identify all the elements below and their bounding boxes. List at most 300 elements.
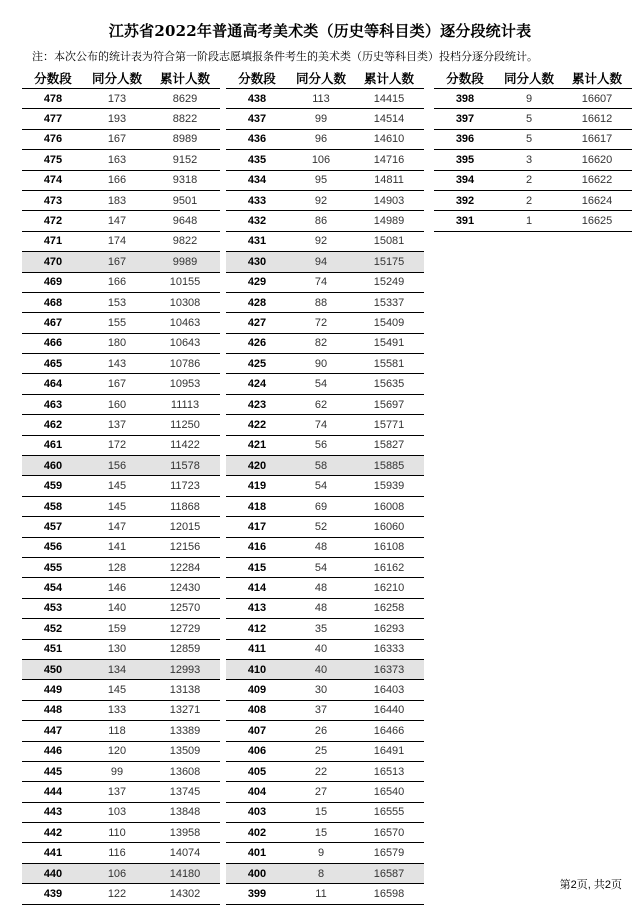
table-row [22, 394, 220, 414]
same-count-cell: 106 [84, 863, 150, 883]
table-row [22, 823, 220, 843]
same-count-cell: 90 [288, 354, 354, 374]
score-cell: 394 [434, 170, 496, 190]
same-count-cell: 1 [496, 211, 562, 231]
score-cell: 446 [22, 741, 84, 761]
table-row [226, 89, 424, 109]
score-cell: 403 [226, 802, 288, 822]
table-row [226, 578, 424, 598]
same-count-cell: 172 [84, 435, 150, 455]
table-row [22, 292, 220, 312]
cumulative-cell: 12570 [150, 598, 220, 618]
cumulative-cell: 15771 [354, 415, 424, 435]
same-count-cell: 54 [288, 557, 354, 577]
same-count-cell: 145 [84, 680, 150, 700]
table-row [226, 231, 424, 251]
table-row [226, 721, 424, 741]
table-row [22, 639, 220, 659]
cumulative-cell: 16060 [354, 517, 424, 537]
table-row [226, 476, 424, 496]
header-cumulative: 累计人数 [354, 68, 424, 89]
same-count-cell: 153 [84, 292, 150, 312]
same-count-cell: 120 [84, 741, 150, 761]
table-row [22, 782, 220, 802]
same-count-cell: 11 [288, 884, 354, 904]
cumulative-cell: 16579 [354, 843, 424, 863]
table-row [22, 231, 220, 251]
table-row [22, 537, 220, 557]
cumulative-cell: 13271 [150, 700, 220, 720]
score-table-column-3 [434, 68, 632, 232]
same-count-cell: 145 [84, 496, 150, 516]
cumulative-cell: 13389 [150, 721, 220, 741]
table-row [226, 537, 424, 557]
same-count-cell: 95 [288, 170, 354, 190]
table-row [434, 129, 632, 149]
cumulative-cell: 16008 [354, 496, 424, 516]
score-cell: 427 [226, 313, 288, 333]
score-cell: 421 [226, 435, 288, 455]
score-cell: 475 [22, 150, 84, 170]
score-cell: 439 [22, 884, 84, 904]
score-cell: 435 [226, 150, 288, 170]
score-cell: 405 [226, 761, 288, 781]
score-cell: 424 [226, 374, 288, 394]
cumulative-cell: 14074 [150, 843, 220, 863]
same-count-cell: 147 [84, 517, 150, 537]
table-row [226, 659, 424, 679]
page-title: 江苏省2022年普通高考美术类（历史等科目类）逐分段统计表 [108, 22, 532, 40]
cumulative-cell: 9318 [150, 170, 220, 190]
score-cell: 459 [22, 476, 84, 496]
cumulative-cell: 11422 [150, 435, 220, 455]
cumulative-cell: 16598 [354, 884, 424, 904]
cumulative-cell: 9822 [150, 231, 220, 251]
table-row [22, 619, 220, 639]
score-cell: 477 [22, 109, 84, 129]
score-cell: 467 [22, 313, 84, 333]
table-row [22, 843, 220, 863]
score-cell: 466 [22, 333, 84, 353]
cumulative-cell: 10953 [150, 374, 220, 394]
same-count-cell: 183 [84, 190, 150, 210]
same-count-cell: 140 [84, 598, 150, 618]
cumulative-cell: 9152 [150, 150, 220, 170]
table-row [226, 333, 424, 353]
table-row [226, 190, 424, 210]
score-cell: 444 [22, 782, 84, 802]
same-count-cell: 160 [84, 394, 150, 414]
same-count-cell: 92 [288, 190, 354, 210]
same-count-cell: 48 [288, 578, 354, 598]
same-count-cell: 173 [84, 89, 150, 109]
same-count-cell: 130 [84, 639, 150, 659]
same-count-cell: 166 [84, 170, 150, 190]
same-count-cell: 159 [84, 619, 150, 639]
score-cell: 437 [226, 109, 288, 129]
cumulative-cell: 13608 [150, 761, 220, 781]
same-count-cell: 40 [288, 639, 354, 659]
cumulative-cell: 12729 [150, 619, 220, 639]
same-count-cell: 133 [84, 700, 150, 720]
score-cell: 425 [226, 354, 288, 374]
score-cell: 428 [226, 292, 288, 312]
score-cell: 429 [226, 272, 288, 292]
table-header-row [434, 68, 632, 89]
score-cell: 412 [226, 619, 288, 639]
same-count-cell: 106 [288, 150, 354, 170]
same-count-cell: 26 [288, 721, 354, 741]
same-count-cell: 141 [84, 537, 150, 557]
header-score: 分数段 [434, 68, 496, 89]
score-cell: 436 [226, 129, 288, 149]
same-count-cell: 166 [84, 272, 150, 292]
same-count-cell: 15 [288, 802, 354, 822]
table-row [226, 354, 424, 374]
same-count-cell: 137 [84, 415, 150, 435]
same-count-cell: 9 [288, 843, 354, 863]
score-cell: 434 [226, 170, 288, 190]
header-same-count: 同分人数 [288, 68, 354, 89]
cumulative-cell: 16612 [562, 109, 632, 129]
same-count-cell: 134 [84, 659, 150, 679]
table-row [226, 292, 424, 312]
score-cell: 419 [226, 476, 288, 496]
table-row [22, 496, 220, 516]
header-same-count: 同分人数 [84, 68, 150, 89]
score-cell: 473 [22, 190, 84, 210]
table-row [226, 782, 424, 802]
cumulative-cell: 16555 [354, 802, 424, 822]
table-row [434, 150, 632, 170]
cumulative-cell: 16466 [354, 721, 424, 741]
score-cell: 391 [434, 211, 496, 231]
cumulative-cell: 9648 [150, 211, 220, 231]
table-row [22, 761, 220, 781]
cumulative-cell: 15635 [354, 374, 424, 394]
score-cell: 395 [434, 150, 496, 170]
table-row [226, 129, 424, 149]
table-row [226, 741, 424, 761]
score-cell: 414 [226, 578, 288, 598]
cumulative-cell: 16210 [354, 578, 424, 598]
cumulative-cell: 10155 [150, 272, 220, 292]
score-cell: 464 [22, 374, 84, 394]
table-row [226, 272, 424, 292]
cumulative-cell: 12993 [150, 659, 220, 679]
cumulative-cell: 16622 [562, 170, 632, 190]
table-row [22, 272, 220, 292]
score-cell: 442 [22, 823, 84, 843]
cumulative-cell: 15491 [354, 333, 424, 353]
cumulative-cell: 15081 [354, 231, 424, 251]
cumulative-cell: 15939 [354, 476, 424, 496]
same-count-cell: 180 [84, 333, 150, 353]
table-row [22, 476, 220, 496]
same-count-cell: 22 [288, 761, 354, 781]
cumulative-cell: 14302 [150, 884, 220, 904]
cumulative-cell: 14989 [354, 211, 424, 231]
table-row [226, 313, 424, 333]
table-row [22, 109, 220, 129]
same-count-cell: 103 [84, 802, 150, 822]
cumulative-cell: 16162 [354, 557, 424, 577]
table-row [22, 863, 220, 883]
table-row [226, 802, 424, 822]
cumulative-cell: 13138 [150, 680, 220, 700]
table-row [226, 109, 424, 129]
score-cell: 413 [226, 598, 288, 618]
table-row [22, 354, 220, 374]
same-count-cell: 122 [84, 884, 150, 904]
same-count-cell: 54 [288, 476, 354, 496]
score-cell: 433 [226, 190, 288, 210]
table-row [22, 456, 220, 476]
score-cell: 452 [22, 619, 84, 639]
score-cell: 448 [22, 700, 84, 720]
score-cell: 426 [226, 333, 288, 353]
same-count-cell: 48 [288, 598, 354, 618]
same-count-cell: 27 [288, 782, 354, 802]
same-count-cell: 3 [496, 150, 562, 170]
score-cell: 431 [226, 231, 288, 251]
same-count-cell: 5 [496, 129, 562, 149]
table-row [226, 517, 424, 537]
table-row [434, 190, 632, 210]
cumulative-cell: 14716 [354, 150, 424, 170]
same-count-cell: 56 [288, 435, 354, 455]
table-row [434, 211, 632, 231]
same-count-cell: 96 [288, 129, 354, 149]
score-table-column-2 [226, 68, 424, 905]
same-count-cell: 156 [84, 456, 150, 476]
cumulative-cell: 11113 [150, 394, 220, 414]
cumulative-cell: 14811 [354, 170, 424, 190]
table-row [226, 884, 424, 904]
score-cell: 474 [22, 170, 84, 190]
table-row [226, 415, 424, 435]
score-cell: 456 [22, 537, 84, 557]
cumulative-cell: 16513 [354, 761, 424, 781]
score-cell: 468 [22, 292, 84, 312]
score-cell: 438 [226, 89, 288, 109]
header-score: 分数段 [22, 68, 84, 89]
same-count-cell: 99 [84, 761, 150, 781]
same-count-cell: 92 [288, 231, 354, 251]
cumulative-cell: 11578 [150, 456, 220, 476]
table-row [22, 150, 220, 170]
same-count-cell: 163 [84, 150, 150, 170]
same-count-cell: 15 [288, 823, 354, 843]
same-count-cell: 145 [84, 476, 150, 496]
cumulative-cell: 14514 [354, 109, 424, 129]
table-row [226, 211, 424, 231]
same-count-cell: 118 [84, 721, 150, 741]
score-cell: 392 [434, 190, 496, 210]
cumulative-cell: 10786 [150, 354, 220, 374]
score-cell: 457 [22, 517, 84, 537]
cumulative-cell: 10308 [150, 292, 220, 312]
table-row [22, 129, 220, 149]
same-count-cell: 167 [84, 252, 150, 272]
cumulative-cell: 16491 [354, 741, 424, 761]
table-row [226, 843, 424, 863]
table-row [226, 823, 424, 843]
score-cell: 402 [226, 823, 288, 843]
score-cell: 461 [22, 435, 84, 455]
table-row [22, 435, 220, 455]
table-row [22, 415, 220, 435]
table-row [434, 170, 632, 190]
same-count-cell: 2 [496, 170, 562, 190]
score-cell: 471 [22, 231, 84, 251]
cumulative-cell: 16620 [562, 150, 632, 170]
table-row [22, 700, 220, 720]
score-cell: 478 [22, 89, 84, 109]
same-count-cell: 94 [288, 252, 354, 272]
table-row [226, 435, 424, 455]
same-count-cell: 167 [84, 129, 150, 149]
score-cell: 397 [434, 109, 496, 129]
table-row [22, 190, 220, 210]
table-row [226, 598, 424, 618]
same-count-cell: 116 [84, 843, 150, 863]
score-cell: 408 [226, 700, 288, 720]
cumulative-cell: 12156 [150, 537, 220, 557]
same-count-cell: 35 [288, 619, 354, 639]
same-count-cell: 2 [496, 190, 562, 210]
score-cell: 443 [22, 802, 84, 822]
score-cell: 454 [22, 578, 84, 598]
score-cell: 400 [226, 863, 288, 883]
score-cell: 418 [226, 496, 288, 516]
header-cumulative: 累计人数 [150, 68, 220, 89]
table-row [434, 89, 632, 109]
cumulative-cell: 8629 [150, 89, 220, 109]
table-row [22, 170, 220, 190]
same-count-cell: 128 [84, 557, 150, 577]
score-cell: 470 [22, 252, 84, 272]
table-row [226, 252, 424, 272]
cumulative-cell: 14415 [354, 89, 424, 109]
table-row [226, 680, 424, 700]
table-row [22, 89, 220, 109]
score-cell: 469 [22, 272, 84, 292]
cumulative-cell: 16570 [354, 823, 424, 843]
score-cell: 423 [226, 394, 288, 414]
score-cell: 406 [226, 741, 288, 761]
same-count-cell: 54 [288, 374, 354, 394]
score-cell: 415 [226, 557, 288, 577]
score-cell: 409 [226, 680, 288, 700]
same-count-cell: 72 [288, 313, 354, 333]
score-cell: 411 [226, 639, 288, 659]
table-row [22, 721, 220, 741]
same-count-cell: 48 [288, 537, 354, 557]
table-row [226, 456, 424, 476]
table-row [22, 557, 220, 577]
same-count-cell: 193 [84, 109, 150, 129]
same-count-cell: 143 [84, 354, 150, 374]
cumulative-cell: 15697 [354, 394, 424, 414]
table-row [226, 761, 424, 781]
table-row [434, 109, 632, 129]
cumulative-cell: 9501 [150, 190, 220, 210]
score-cell: 441 [22, 843, 84, 863]
header-same-count: 同分人数 [496, 68, 562, 89]
cumulative-cell: 14903 [354, 190, 424, 210]
page-footer: 第2页, 共2页 [559, 879, 622, 891]
table-note: 注：本次公布的统计表为符合第一阶段志愿填报条件考生的美术类（历史等科目类）投档分逐分段统计。 [32, 50, 538, 63]
score-cell: 399 [226, 884, 288, 904]
score-cell: 455 [22, 557, 84, 577]
cumulative-cell: 16258 [354, 598, 424, 618]
table-row [226, 170, 424, 190]
same-count-cell: 174 [84, 231, 150, 251]
cumulative-cell: 14180 [150, 863, 220, 883]
table-row [22, 741, 220, 761]
cumulative-cell: 8989 [150, 129, 220, 149]
score-cell: 398 [434, 89, 496, 109]
same-count-cell: 8 [288, 863, 354, 883]
cumulative-cell: 16625 [562, 211, 632, 231]
cumulative-cell: 9989 [150, 252, 220, 272]
header-cumulative: 累计人数 [562, 68, 632, 89]
same-count-cell: 37 [288, 700, 354, 720]
cumulative-cell: 16540 [354, 782, 424, 802]
score-cell: 453 [22, 598, 84, 618]
score-cell: 440 [22, 863, 84, 883]
score-cell: 445 [22, 761, 84, 781]
same-count-cell: 30 [288, 680, 354, 700]
cumulative-cell: 15409 [354, 313, 424, 333]
table-row [22, 884, 220, 904]
table-row [226, 700, 424, 720]
score-cell: 460 [22, 456, 84, 476]
same-count-cell: 74 [288, 272, 354, 292]
table-row [226, 394, 424, 414]
cumulative-cell: 13509 [150, 741, 220, 761]
cumulative-cell: 8822 [150, 109, 220, 129]
cumulative-cell: 15337 [354, 292, 424, 312]
cumulative-cell: 16108 [354, 537, 424, 557]
cumulative-cell: 13848 [150, 802, 220, 822]
same-count-cell: 88 [288, 292, 354, 312]
score-cell: 449 [22, 680, 84, 700]
score-cell: 407 [226, 721, 288, 741]
score-cell: 447 [22, 721, 84, 741]
cumulative-cell: 13958 [150, 823, 220, 843]
score-cell: 417 [226, 517, 288, 537]
cumulative-cell: 16373 [354, 659, 424, 679]
cumulative-cell: 16624 [562, 190, 632, 210]
cumulative-cell: 12430 [150, 578, 220, 598]
same-count-cell: 69 [288, 496, 354, 516]
same-count-cell: 82 [288, 333, 354, 353]
cumulative-cell: 16333 [354, 639, 424, 659]
same-count-cell: 40 [288, 659, 354, 679]
score-cell: 420 [226, 456, 288, 476]
same-count-cell: 113 [288, 89, 354, 109]
same-count-cell: 25 [288, 741, 354, 761]
table-row [226, 150, 424, 170]
score-cell: 422 [226, 415, 288, 435]
same-count-cell: 9 [496, 89, 562, 109]
table-row [22, 659, 220, 679]
score-cell: 401 [226, 843, 288, 863]
same-count-cell: 146 [84, 578, 150, 598]
table-row [226, 374, 424, 394]
